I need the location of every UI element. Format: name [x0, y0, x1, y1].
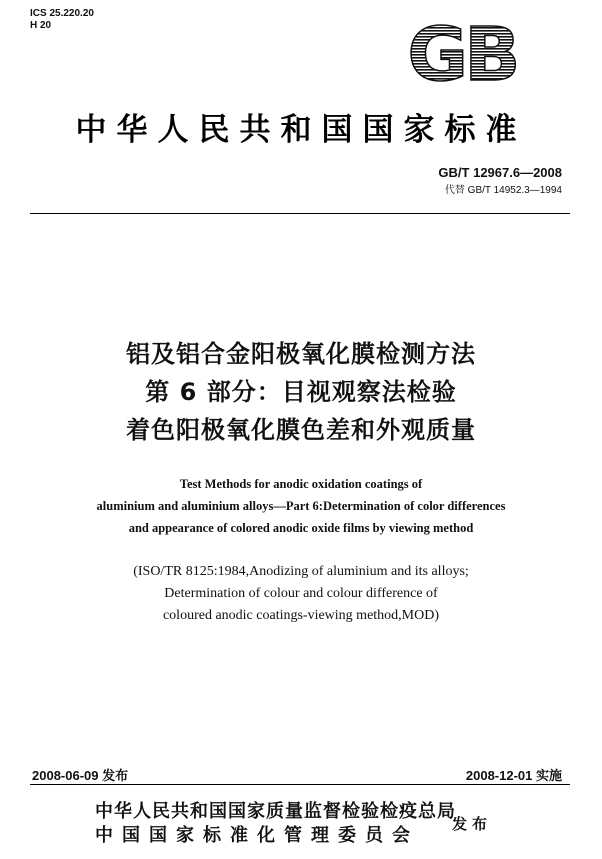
- standard-number-block: [438, 165, 562, 196]
- issuing-organizations: [95, 800, 456, 848]
- iso-reference: [0, 561, 602, 627]
- ics-code: ICS 25.220.20: [30, 8, 94, 19]
- publish-label: 发布: [452, 815, 493, 833]
- replaces-standard: 代替 GB/T 14952.3—1994: [444, 185, 562, 196]
- iso-reference-line: (ISO/TR 8125:1984,Anodizing of aluminium and its alloys;: [133, 564, 469, 579]
- iso-reference-line: Determination of colour and colour difference of: [164, 586, 438, 601]
- iso-reference-line: coloured anodic coatings-viewing method,MOD): [162, 608, 440, 623]
- issuing-org-sac: 中国国家标准化管理委员会: [95, 825, 419, 846]
- english-title-line: aluminium and aluminium alloys—Part 6:Determination of color differences: [96, 499, 506, 513]
- national-standard-title: 中华人民共和国国家标准: [75, 112, 527, 148]
- chinese-title: [0, 335, 602, 449]
- gb-logo: [398, 18, 526, 86]
- english-title-line: Test Methods for anodic oxidation coatings of: [179, 477, 423, 491]
- issue-date: 2008-06-09 发布: [32, 768, 129, 783]
- top-rule: [30, 213, 570, 214]
- standard-number: GB/T 12967.6—2008: [438, 165, 562, 180]
- english-title-line: and appearance of colored anodic oxide films by viewing method: [128, 521, 474, 535]
- issuing-org-aqsiq: 中华人民共和国国家质量监督检验检疫总局: [95, 801, 456, 822]
- implementation-date: 2008-12-01 实施: [465, 768, 562, 783]
- ccs-code: H 20: [30, 20, 52, 31]
- chinese-title-line: 第 6 部分：目视观察法检验: [145, 378, 457, 406]
- gb-logo-text: GB: [407, 18, 517, 86]
- bottom-rule: [30, 784, 570, 785]
- chinese-title-line: 铝及铝合金阳极氧化膜检测方法: [126, 340, 476, 368]
- classification-codes: [30, 8, 94, 32]
- english-title: [0, 473, 602, 539]
- chinese-title-line: 着色阳极氧化膜色差和外观质量: [126, 416, 476, 444]
